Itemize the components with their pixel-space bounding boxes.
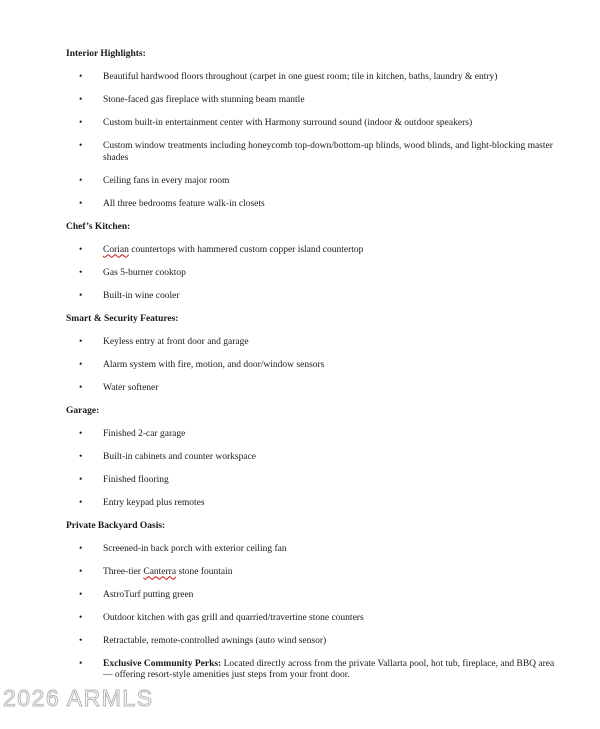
bullet-icon: • bbox=[79, 635, 83, 646]
bullet-icon: • bbox=[79, 72, 83, 82]
section-heading: Interior Highlights: bbox=[66, 49, 146, 59]
bullet-item bbox=[66, 567, 596, 579]
section-heading: Garage: bbox=[66, 405, 100, 416]
misspelled-word: Corian bbox=[103, 244, 129, 255]
bold-run: Exclusive Community Perks: bbox=[103, 658, 222, 669]
bullet-item bbox=[66, 291, 596, 303]
bullet-icon: • bbox=[79, 451, 83, 462]
text-run: Alarm system with fire, motion, and door/window sensors bbox=[103, 359, 325, 370]
text-run: Ceiling fans in every major room bbox=[103, 175, 230, 186]
item-text bbox=[103, 613, 364, 623]
item-text bbox=[103, 498, 205, 508]
item-text bbox=[103, 544, 287, 554]
bullet-icon: • bbox=[79, 428, 83, 439]
text-run: stone fountain bbox=[176, 566, 233, 577]
bullet-item bbox=[66, 498, 596, 510]
text-run: Three-tier bbox=[103, 566, 144, 577]
bullet-item bbox=[66, 176, 596, 188]
text-run: Located directly across from the private Vallarta pool, hot tub, fireplace, and BBQ area bbox=[221, 658, 555, 669]
bullet-item bbox=[66, 659, 596, 682]
bullet-icon: • bbox=[79, 612, 83, 623]
item-text bbox=[103, 337, 249, 347]
text-run: Retractable, remote-controlled awnings (auto wind sensor) bbox=[103, 635, 327, 646]
bullet-icon: • bbox=[79, 497, 83, 508]
text-run: Custom window treatments including honeycomb top-down/bottom-up blinds, wood blinds, and light-blocking master bbox=[103, 141, 553, 151]
armls-watermark: 2026 ARMLS bbox=[3, 685, 154, 711]
item-text bbox=[103, 590, 193, 600]
item-text bbox=[103, 245, 363, 255]
text-run: Built-in cabinets and counter workspace bbox=[103, 451, 257, 462]
bullet-item bbox=[66, 360, 596, 372]
text-run: Finished 2-car garage bbox=[103, 428, 186, 439]
text-run: AstroTurf putting green bbox=[103, 589, 194, 600]
bullet-icon: • bbox=[79, 267, 83, 278]
text-run: Water softener bbox=[103, 382, 159, 393]
text-run: — offering resort-style amenities just steps from your front door. bbox=[103, 670, 350, 680]
bullet-item bbox=[66, 95, 596, 107]
section-heading: Chef’s Kitchen: bbox=[66, 221, 131, 232]
bullet-item bbox=[66, 118, 596, 130]
bullet-item bbox=[66, 245, 596, 257]
bullet-icon: • bbox=[79, 175, 83, 186]
item-text bbox=[103, 475, 169, 485]
text-run: Finished flooring bbox=[103, 474, 169, 485]
item-text bbox=[103, 72, 497, 82]
item-text bbox=[103, 268, 186, 278]
bullet-icon: • bbox=[79, 290, 83, 301]
bullet-item bbox=[66, 268, 596, 280]
bullet-icon: • bbox=[79, 118, 83, 128]
bullet-item bbox=[66, 613, 596, 625]
text-run: countertops with hammered custom copper island countertop bbox=[128, 244, 364, 255]
bullet-icon: • bbox=[79, 543, 83, 554]
text-run: Built-in wine cooler bbox=[103, 290, 180, 301]
item-text bbox=[103, 360, 324, 370]
misspelled-word: Canterra bbox=[143, 566, 177, 577]
bullet-item bbox=[66, 383, 596, 395]
item-text bbox=[103, 118, 472, 128]
text-run: Stone-faced gas fireplace with stunning beam mantle bbox=[103, 95, 305, 105]
bullet-item bbox=[66, 337, 596, 349]
bullet-icon: • bbox=[79, 95, 83, 105]
bullet-item bbox=[66, 199, 596, 211]
text-run: Screened-in back porch with exterior ceiling fan bbox=[103, 543, 287, 554]
item-text bbox=[103, 199, 265, 209]
text-run: Outdoor kitchen with gas grill and quarried/travertine stone counters bbox=[103, 612, 364, 623]
bullet-item bbox=[66, 636, 596, 648]
text-run: Entry keypad plus remotes bbox=[103, 497, 205, 508]
bullet-icon: • bbox=[79, 359, 83, 370]
text-run: All three bedrooms feature walk-in closets bbox=[103, 198, 265, 209]
bullet-item bbox=[66, 475, 596, 487]
item-text bbox=[103, 659, 554, 681]
bullet-item bbox=[66, 72, 596, 84]
text-run: Beautiful hardwood floors throughout (carpet in one guest room; tile in kitchen, baths, laundry & entry) bbox=[103, 72, 498, 82]
item-text bbox=[103, 383, 158, 393]
item-text bbox=[103, 429, 185, 439]
bullet-icon: • bbox=[79, 198, 83, 209]
item-text bbox=[103, 452, 256, 462]
bullet-icon: • bbox=[79, 336, 83, 347]
item-text bbox=[103, 636, 326, 646]
item-text bbox=[103, 95, 305, 105]
bullet-item bbox=[66, 544, 596, 556]
text-run: Keyless entry at front door and garage bbox=[103, 336, 249, 347]
bullet-icon: • bbox=[79, 566, 83, 577]
bullet-icon: • bbox=[79, 141, 83, 151]
bullet-icon: • bbox=[79, 244, 83, 255]
bullet-icon: • bbox=[79, 382, 83, 393]
bullet-item bbox=[66, 452, 596, 464]
text-run: Gas 5-burner cooktop bbox=[103, 267, 186, 278]
text-run: Custom built-in entertainment center with Harmony surround sound (indoor & outdoor speakers) bbox=[103, 118, 473, 128]
section-heading: Smart & Security Features: bbox=[66, 313, 179, 324]
item-text bbox=[103, 176, 229, 186]
item-text bbox=[103, 291, 180, 301]
bullet-icon: • bbox=[79, 589, 83, 600]
bullet-item bbox=[66, 590, 596, 602]
bullet-icon: • bbox=[79, 658, 83, 669]
bullet-icon: • bbox=[79, 474, 83, 485]
section-heading: Private Backyard Oasis: bbox=[66, 520, 166, 531]
text-run: shades bbox=[103, 152, 129, 163]
bullet-item bbox=[66, 429, 596, 441]
item-text bbox=[103, 141, 553, 163]
item-text bbox=[103, 567, 233, 577]
bullet-item bbox=[66, 141, 596, 164]
